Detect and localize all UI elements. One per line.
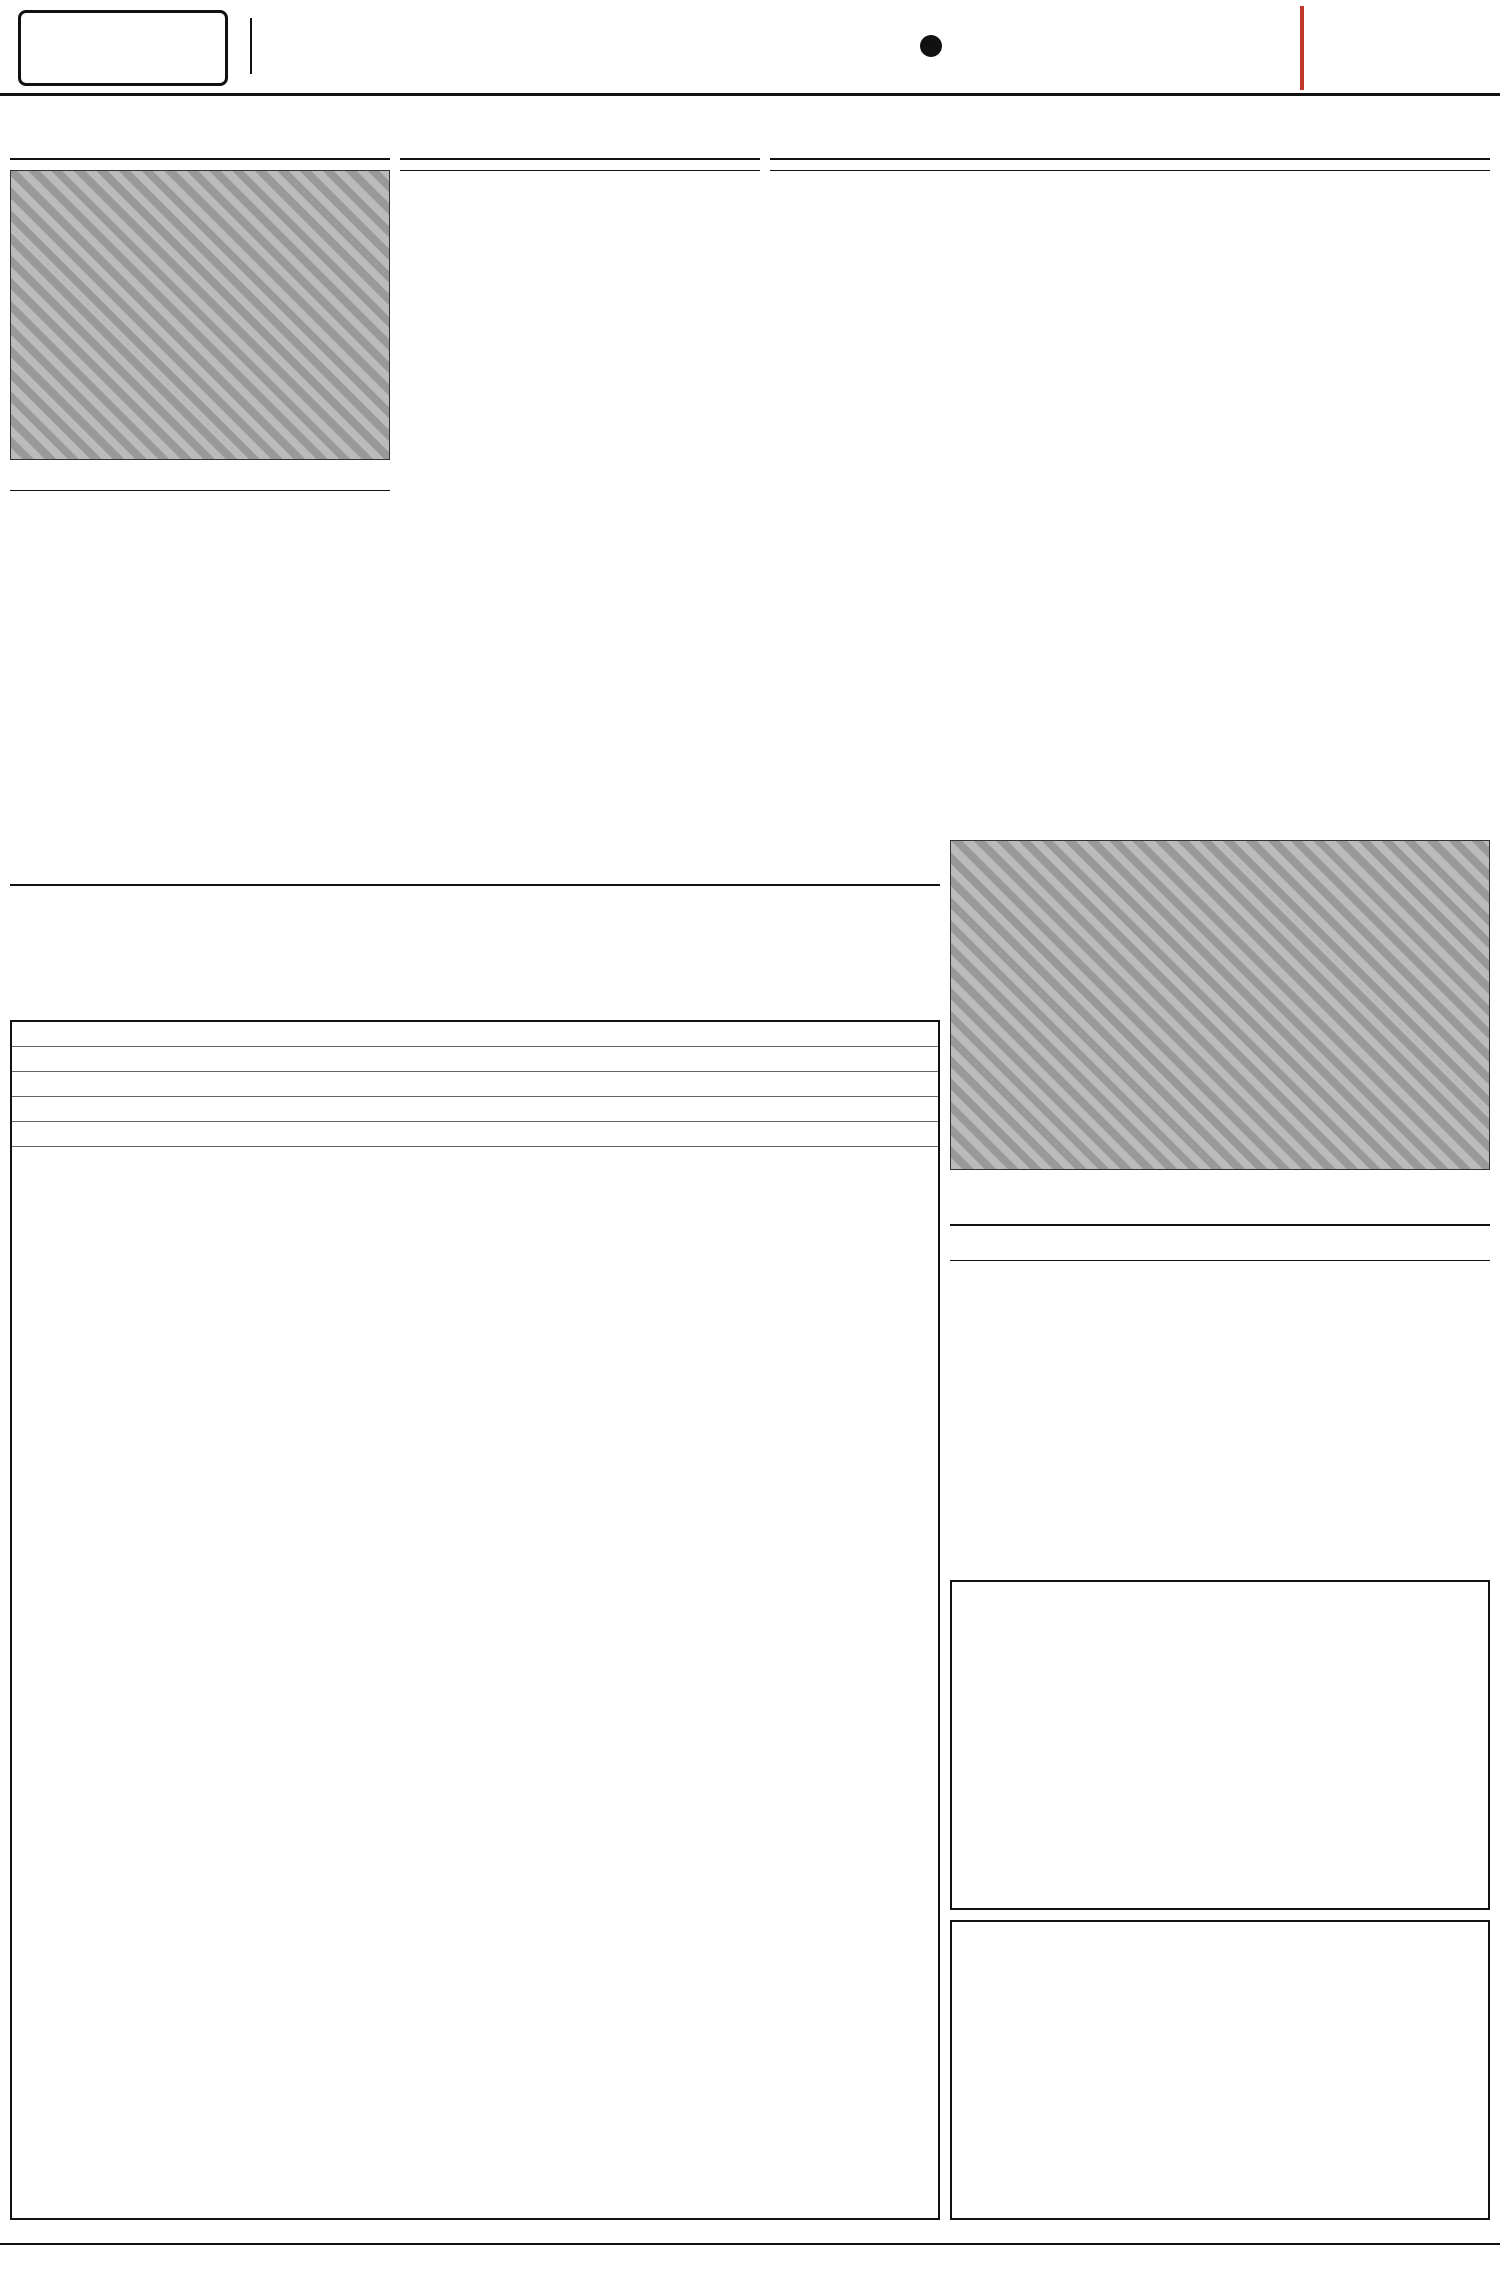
- story-body: [10, 490, 390, 820]
- advertisement: [950, 1580, 1490, 1910]
- story-body: [950, 1260, 1490, 1560]
- bullet-icon: [920, 35, 942, 57]
- notice-title: [10, 840, 940, 886]
- table-row: [12, 1072, 938, 1097]
- edition-label: [920, 18, 1280, 74]
- table-row: [12, 1047, 938, 1072]
- masthead: [0, 0, 1500, 96]
- table-row: [12, 1097, 938, 1122]
- date-line: [250, 18, 610, 74]
- table-row: [12, 1122, 938, 1147]
- photo-caption: [10, 465, 390, 485]
- notice-table: [10, 1020, 940, 2220]
- story-headline: [10, 110, 390, 160]
- masthead-logo: [18, 10, 228, 86]
- story-headline: [770, 110, 1490, 160]
- story-body: [400, 170, 760, 820]
- photo-caption: [950, 1230, 1490, 1252]
- story-headline: [400, 110, 760, 160]
- footer-strip: [0, 2243, 1500, 2273]
- story-photo: [950, 840, 1490, 1170]
- page-number: [1300, 6, 1480, 90]
- advertisement: [950, 1920, 1490, 2220]
- story-photo: [10, 170, 390, 460]
- notice-subtitle: [10, 890, 940, 912]
- story-body: [770, 170, 1490, 820]
- table-header-row: [12, 1022, 938, 1047]
- story-headline: [950, 1180, 1490, 1226]
